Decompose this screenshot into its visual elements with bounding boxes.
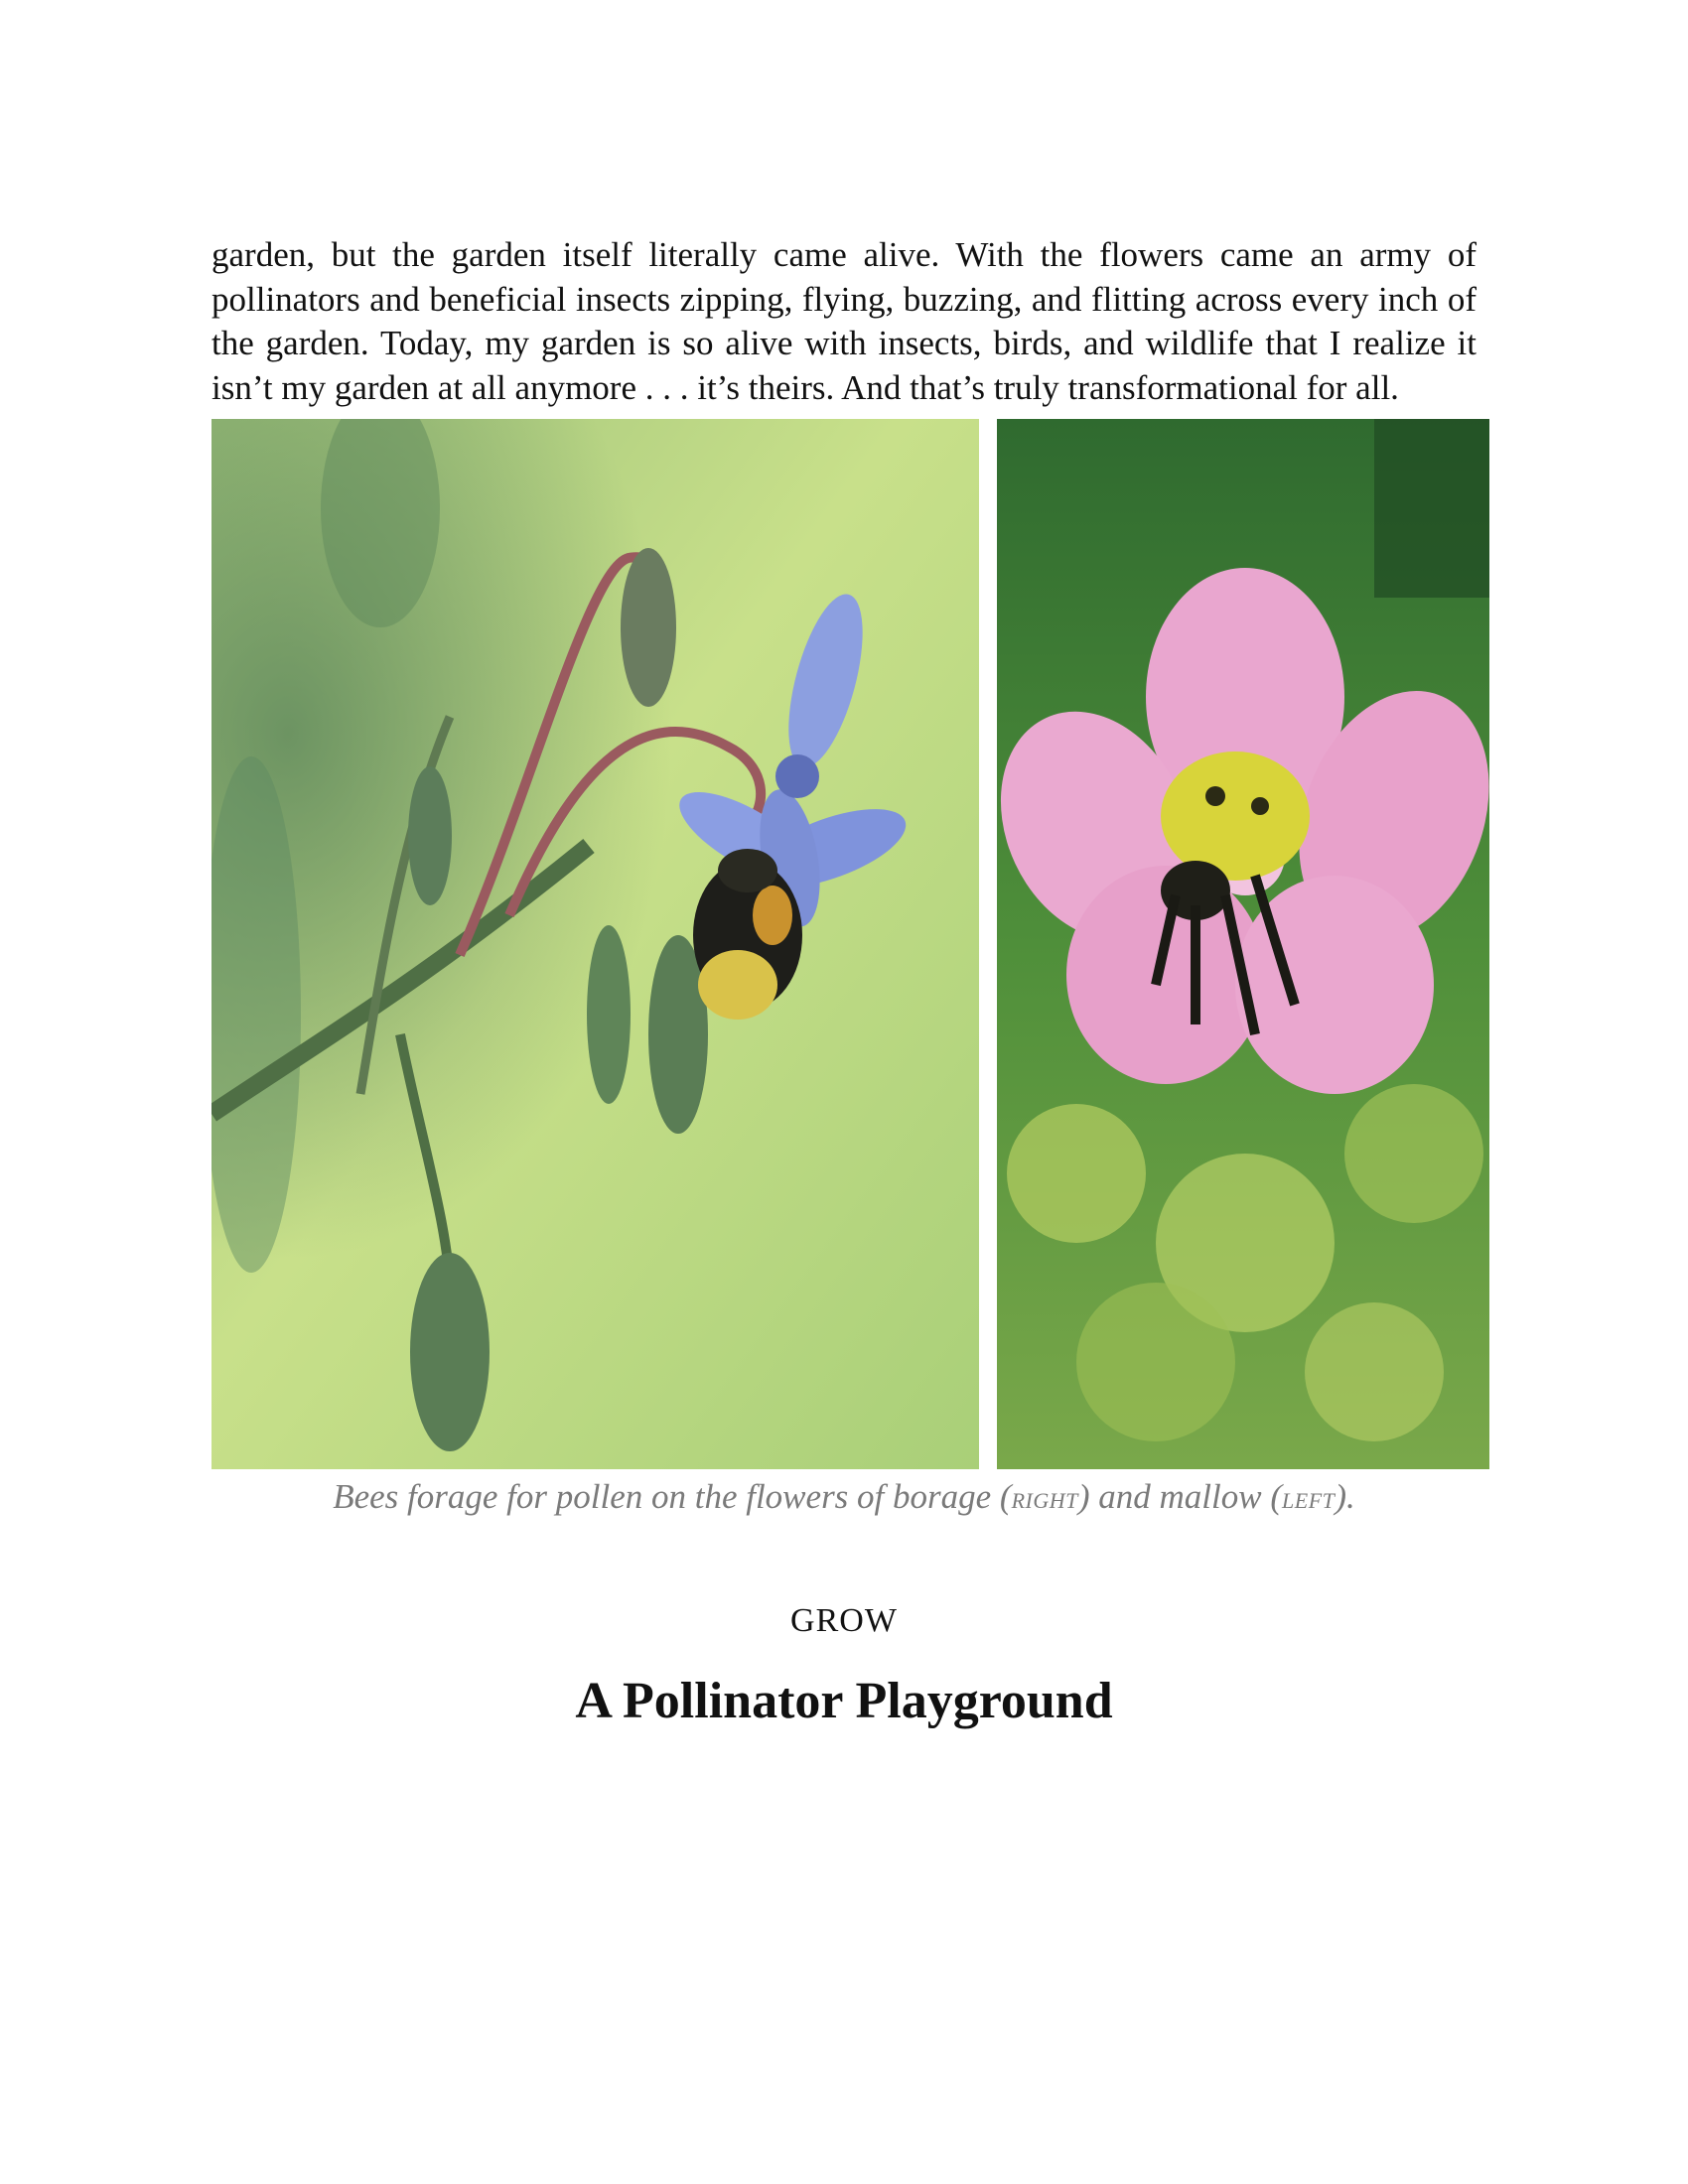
mallow-bee-illustration [997,419,1489,1469]
caption-text-end: ). [1335,1477,1355,1516]
caption-text-middle: ) and mallow ( [1077,1477,1283,1516]
borage-bee-illustration [211,419,979,1469]
figure-caption [0,1477,1688,1517]
borage-bee-photo [211,419,979,1469]
caption-right-label: RIGHT [1011,1488,1078,1513]
body-paragraph: garden, but the garden itself literally came alive. With the flowers came an army of pollinators and beneficial insects zipping, flying, buzzing, and flitting across every inch of the garden. Today, my garden is so alive with insects, birds, and wildlife that I realize it isn’t my garden at all anymore . . . it’s theirs. And that’s truly transformational for all. [211,235,1477,407]
section-title: A Pollinator Playground [575,1673,1113,1729]
caption-text-main: Bees forage for pollen on the flowers of borage ( [333,1477,1012,1516]
section-kicker: GROW [790,1602,898,1639]
mallow-bee-photo [997,419,1489,1469]
caption-left-label: LEFT [1282,1488,1336,1513]
